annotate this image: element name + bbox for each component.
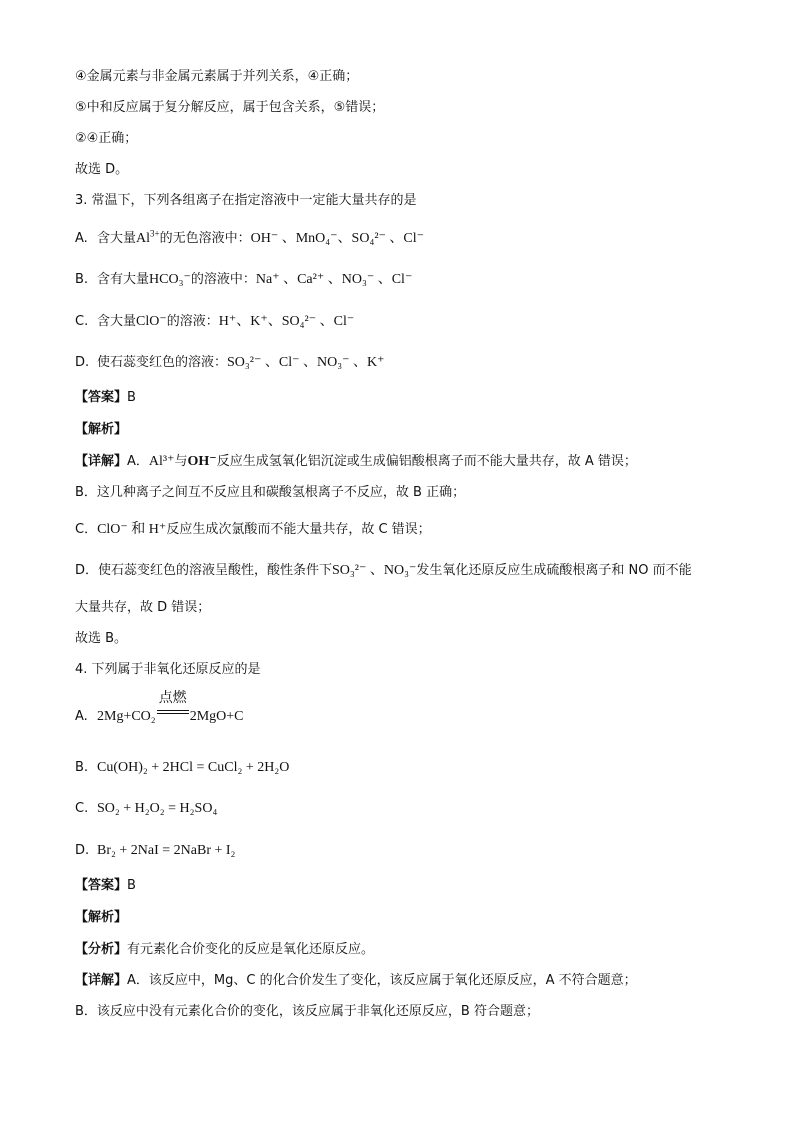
option-label: B.	[75, 272, 89, 287]
q3-option-c: C. 含大量ClO⁻的溶液：H⁺、K⁺、SO₄²⁻ 、Cl⁻	[75, 314, 355, 329]
option-label: C.	[75, 314, 89, 329]
q3-detail-d-cont: 大量共存，故 D 错误；	[75, 600, 211, 615]
option-label: D.	[75, 355, 90, 370]
q3-option-b: B. 含有大量HCO₃⁻的溶液中：Na⁺ 、Ca²⁺ 、NO₃⁻ 、Cl⁻	[75, 272, 413, 287]
q3-option-a: A. 含大量$Al^{3+}$的无色溶液中：OH⁻ 、MnO₄⁻、SO₄²⁻ 、Cl⁻	[75, 228, 425, 246]
q3-detail-a: 【详解】A．Al³⁺与OH⁻反应生成氢氧化铝沉淀或生成偏铝酸根离子而不能大量共存，故 A 错误；	[75, 454, 637, 469]
q3-answer: 【答案】B	[75, 390, 136, 405]
reaction-condition: 点燃	[156, 706, 190, 720]
question-4-stem: 4. 下列属于非氧化还原反应的是	[75, 662, 261, 677]
line-1: ④金属元素与非金属元素属于并列关系，④正确；	[75, 69, 359, 84]
q4-option-d: D. Br₂ + 2NaI = 2NaBr + I₂	[75, 843, 236, 858]
q3-detail-b: B．这几种离子之间互不反应且和碳酸氢根离子不反应，故 B 正确；	[75, 485, 466, 500]
q3-option-d: D. 使石蕊变红色的溶液：SO₃²⁻ 、Cl⁻ 、NO₃⁻ 、K⁺	[75, 355, 385, 370]
option-label: C.	[75, 801, 89, 816]
q3-c-ions: H⁺、K⁺、SO₄²⁻ 、Cl⁻	[218, 314, 355, 329]
option-label: D.	[75, 843, 90, 858]
q3-analysis-tag: 【解析】	[75, 422, 128, 437]
q4-detail-b: B．该反应中没有元素化合价的变化，该反应属于非氧化还原反应，B 符合题意；	[75, 1004, 539, 1019]
q3-detail-d: D．使石蕊变红色的溶液呈酸性，酸性条件下SO₃²⁻ 、NO₃⁻发生氧化还原反应生成硫酸根离子和 NO 而不能	[75, 563, 692, 578]
q4-detail-a: 【详解】A．该反应中，Mg、C 的化合价发生了变化，该反应属于氧化还原反应，A 不符合题意；	[75, 973, 637, 988]
q4-option-c: C. SO₂ + H₂O₂ = H₂SO₄	[75, 801, 218, 816]
option-label: A.	[75, 231, 88, 246]
q3-detail-c: C．ClO⁻ 和 H⁺反应生成次氯酸而不能大量共存，故 C 错误；	[75, 522, 431, 537]
line-4: 故选 D。	[75, 162, 129, 177]
line-3: ②④正确；	[75, 131, 138, 146]
option-label: B.	[75, 760, 89, 775]
q4-answer: 【答案】B	[75, 878, 136, 893]
q4-analysis-head: 【分析】有元素化合价变化的反应是氧化还原反应。	[75, 942, 375, 957]
q4-option-b: B. Cu(OH)₂ + 2HCl = CuCl₂ + 2H₂O	[75, 760, 290, 775]
q4-analysis-tag: 【解析】	[75, 910, 128, 925]
q3-b-ions: Na⁺ 、Ca²⁺ 、NO₃⁻ 、Cl⁻	[255, 272, 413, 287]
line-2: ⑤中和反应属于复分解反应，属于包含关系，⑤错误；	[75, 100, 385, 115]
q3-d-ions: SO₃²⁻ 、Cl⁻ 、NO₃⁻ 、K⁺	[227, 355, 385, 370]
question-3-stem: 3. 常温下，下列各组离子在指定溶液中一定能大量共存的是	[75, 193, 417, 208]
q3-conclusion: 故选 B。	[75, 631, 128, 646]
option-label: A.	[75, 709, 88, 724]
q3-a-ions: OH⁻ 、MnO₄⁻、SO₄²⁻ 、Cl⁻	[250, 231, 425, 246]
q4-option-a: A. 2Mg+CO₂ 点燃 2MgO+C	[75, 690, 244, 724]
